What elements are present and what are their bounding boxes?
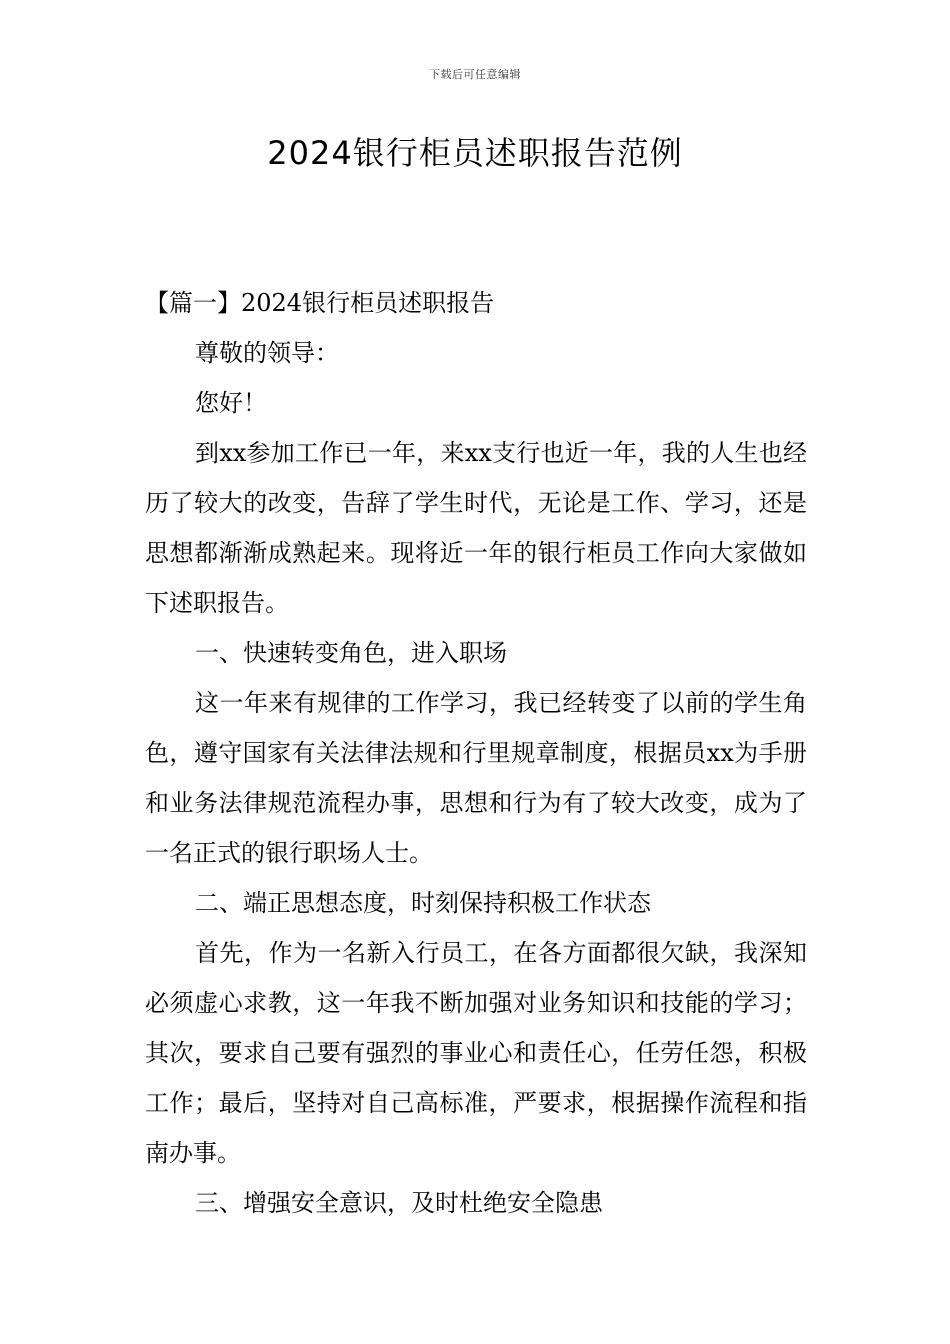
section-heading-2: 二、端正思想态度，时刻保持积极工作状态 bbox=[195, 889, 651, 917]
section-heading-3: 三、增强安全意识，及时杜绝安全隐患 bbox=[195, 1189, 603, 1217]
header-note: 下载后可任意编辑 bbox=[429, 68, 521, 81]
part-heading: 【篇一】2024银行柜员述职报告 bbox=[145, 289, 495, 317]
paragraph-section-2: 首先，作为一名新入行员工，在各方面都很欠缺，我深知必须虚心求教，这一年我不断加强对业务知识和技能的学习；其次，要求自己要有强烈的事业心和责任心，任劳任怨，积极工作；最后，坚持对自己高标准，严要求，根据操作流程和指南办事。 bbox=[145, 939, 807, 1167]
paragraph-intro: 到xx参加工作已一年，来xx支行也近一年，我的人生也经历了较大的改变，告辞了学生时代，无论是工作、学习，还是思想都渐渐成熟起来。现将近一年的银行柜员工作向大家做如下述职报告。 bbox=[145, 439, 807, 617]
greeting: 您好！ bbox=[195, 389, 267, 417]
document-body bbox=[145, 278, 807, 1228]
paragraph-section-1: 这一年来有规律的工作学习，我已经转变了以前的学生角色，遵守国家有关法律法规和行里规章制度，根据员xx为手册和业务法律规范流程办事，思想和行为有了较大改变，成为了一名正式的银行职场人士。 bbox=[145, 689, 807, 867]
salutation: 尊敬的领导： bbox=[195, 339, 339, 367]
section-heading-1: 一、快速转变角色，进入职场 bbox=[195, 639, 507, 667]
document-title: 2024银行柜员述职报告范例 bbox=[267, 134, 683, 172]
